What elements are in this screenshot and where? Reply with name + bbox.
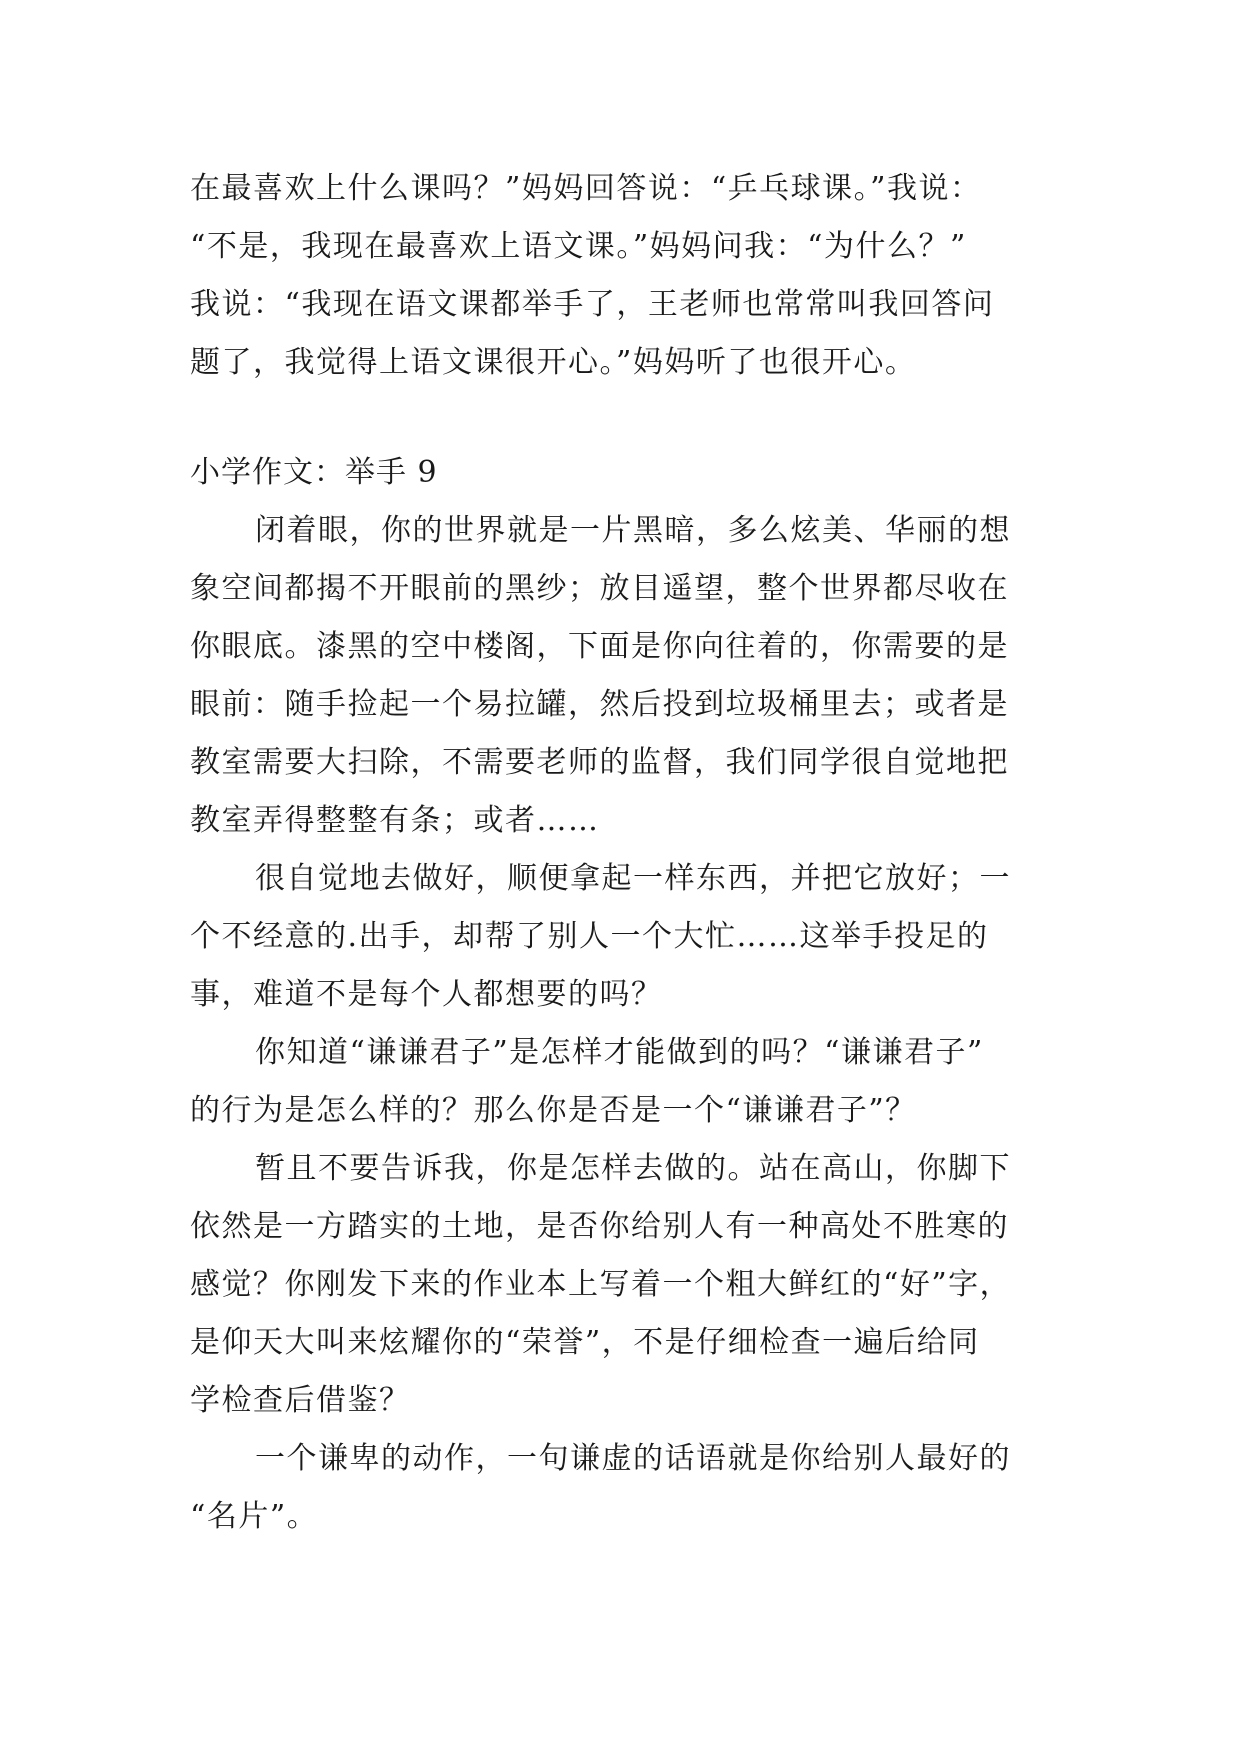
essay-paragraph <box>190 1140 1060 1430</box>
text-line: 在最喜欢上什么课吗？”妈妈回答说：“乒乓球课。”我说： <box>190 171 982 206</box>
text-line: 个不经意的.出手，却帮了别人一个大忙……这举手投足的 <box>190 919 989 954</box>
intro-paragraph <box>190 160 1060 392</box>
text-line: 一个谦卑的动作，一句谦虚的话语就是你给别人最好的 <box>255 1441 1011 1476</box>
document-body <box>190 160 1060 1546</box>
text-line: 象空间都揭不开眼前的黑纱；放目遥望，整个世界都尽收在 <box>190 571 1009 606</box>
text-line: 你知道“谦谦君子”是怎样才能做到的吗？“谦谦君子” <box>255 1035 984 1070</box>
text-line: 很自觉地去做好，顺便拿起一样东西，并把它放好；一 <box>255 861 1011 896</box>
essay-paragraph <box>190 1024 1060 1140</box>
text-line: 依然是一方踏实的土地，是否你给别人有一种高处不胜寒的 <box>190 1209 1009 1244</box>
text-line: 暂且不要告诉我，你是怎样去做的。站在高山，你脚下 <box>255 1151 1011 1186</box>
text-line: 事，难道不是每个人都想要的吗？ <box>190 977 663 1012</box>
essay-paragraph <box>190 502 1060 850</box>
text-line: 感觉？你刚发下来的作业本上写着一个粗大鲜红的“好”字， <box>190 1267 1012 1302</box>
essay-title: 小学作文：举手 9 <box>190 455 438 490</box>
text-line: 题了，我觉得上语文课很开心。”妈妈听了也很开心。 <box>190 345 917 380</box>
text-line: 教室弄得整整有条；或者…… <box>190 803 600 838</box>
text-line: 闭着眼，你的世界就是一片黑暗，多么炫美、华丽的想 <box>255 513 1011 548</box>
text-line: “名片”。 <box>190 1499 319 1534</box>
text-line: 眼前：随手捡起一个易拉罐，然后投到垃圾桶里去；或者是 <box>190 687 1009 722</box>
text-line: 你眼底。漆黑的空中楼阁，下面是你向往着的，你需要的是 <box>190 629 1009 664</box>
essay-paragraph <box>190 850 1060 1024</box>
text-line: 的行为是怎么样的？那么你是否是一个“谦谦君子”？ <box>190 1093 917 1128</box>
text-line: 学检查后借鉴？ <box>190 1383 411 1418</box>
text-line: 教室需要大扫除，不需要老师的监督，我们同学很自觉地把 <box>190 745 1009 780</box>
essay-section <box>190 444 1060 1546</box>
text-line: “不是，我现在最喜欢上语文课。”妈妈问我：“为什么？” <box>190 229 967 264</box>
essay-paragraph <box>190 1430 1060 1546</box>
text-line: 我说：“我现在语文课都举手了，王老师也常常叫我回答问 <box>190 287 995 322</box>
text-line: 是仰天大叫来炫耀你的“荣誉”，不是仔细检查一遍后给同 <box>190 1325 980 1360</box>
